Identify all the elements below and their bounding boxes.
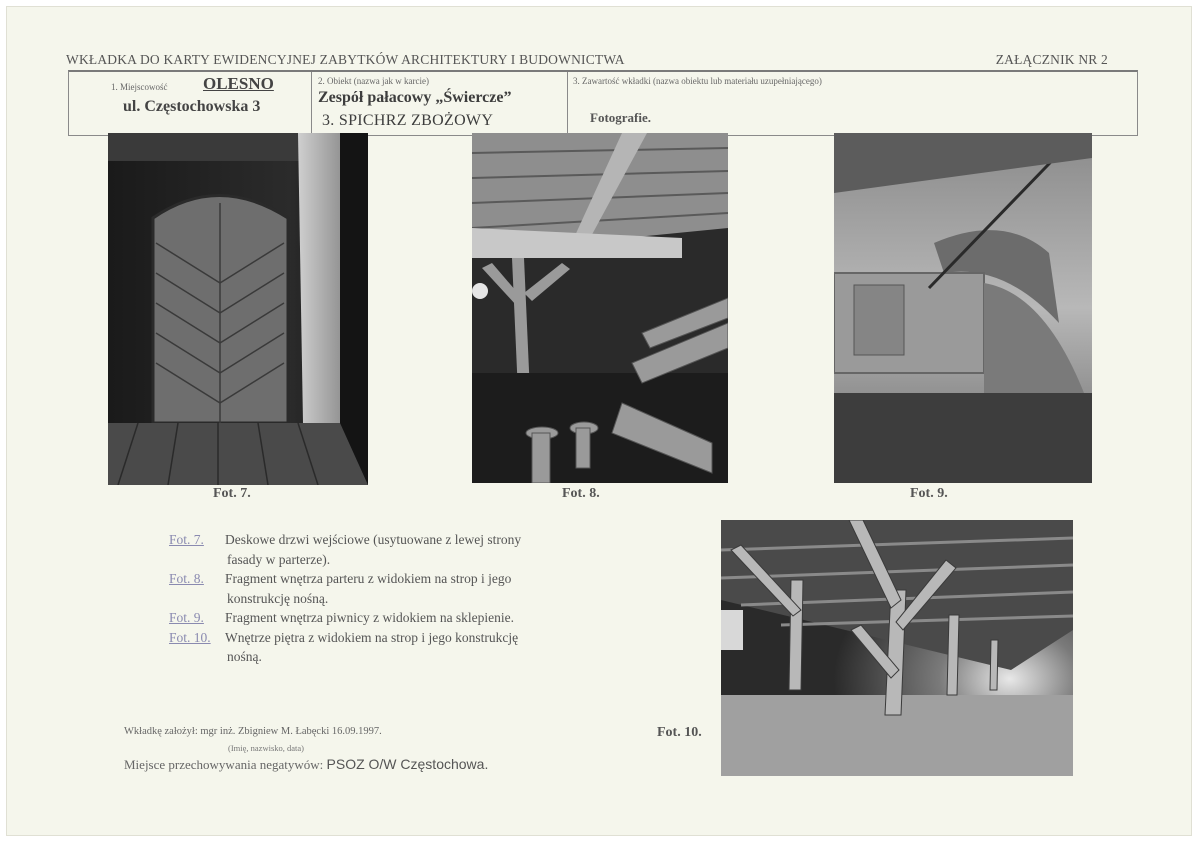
photo-caption: Fot. 9.	[910, 486, 948, 501]
photo-ground-floor	[472, 133, 728, 483]
description-text: Wnętrze piętra z widokiem na strop i jego konstrukcję	[225, 629, 519, 645]
description-item	[169, 628, 609, 648]
author-note: (Imię, nazwisko, data)	[228, 743, 304, 753]
description-text: Fragment wnętrza parteru z widokiem na strop i jego	[225, 571, 512, 586]
document-title: WKŁADKA DO KARTY EWIDENCYJNEJ ZABYTKÓW ARCHITEKTURY I BUDOWNICTWA	[66, 52, 625, 67]
content-cell	[568, 72, 1137, 135]
town-name: OLESNO	[203, 74, 274, 93]
object-subname: 3. SPICHRZ ZBOŻOWY	[322, 112, 494, 129]
object-label: 2. Obiekt (nazwa jak w karcie)	[318, 76, 429, 86]
description-label: Fot. 10.	[169, 629, 211, 645]
street-address: ul. Częstochowska 3	[123, 98, 261, 115]
description-text: Fragment wnętrza piwnicy z widokiem na sklepienie.	[225, 610, 515, 625]
storage-label: Miejsce przechowywania negatywów:	[124, 757, 324, 772]
description-continuation: nośną.	[227, 649, 262, 664]
annex-number: ZAŁĄCZNIK NR 2	[995, 52, 1108, 67]
document-sheet	[6, 6, 1192, 836]
photo-caption: Fot. 10.	[657, 725, 702, 740]
photo-door	[108, 133, 368, 485]
storage-line	[124, 756, 488, 773]
object-name: Zespół pałacowy „Świercze”	[318, 89, 512, 106]
description-item	[169, 608, 609, 628]
description-label: Fot. 8.	[169, 571, 204, 586]
description-item	[169, 569, 609, 589]
content-value: Fotografie.	[590, 110, 652, 125]
object-cell	[312, 72, 568, 135]
content-label: 3. Zawartość wkładki (nazwa obiektu lub materiału uzupełniającego)	[573, 76, 822, 86]
location-cell	[69, 72, 312, 135]
description-text: Deskowe drzwi wejściowe (usytuowane z lewej strony	[225, 532, 522, 547]
photo-cellar	[834, 133, 1092, 483]
description-label: Fot. 9.	[169, 610, 204, 625]
location-label: 1. Miejscowość	[111, 82, 168, 92]
photo-caption: Fot. 7.	[213, 486, 251, 501]
description-continuation: konstrukcję nośną.	[227, 590, 329, 606]
photo-caption: Fot. 8.	[562, 486, 600, 501]
photo-descriptions	[169, 530, 609, 667]
description-continuation: fasady w parterze).	[227, 551, 331, 567]
author-line: Wkładkę założył: mgr inż. Zbigniew M. Łabęcki 16.09.1997.	[124, 726, 382, 737]
description-label: Fot. 7.	[169, 532, 204, 547]
form-table	[68, 70, 1138, 136]
storage-value: PSOZ O/W Częstochowa.	[326, 756, 489, 772]
description-item	[169, 530, 609, 550]
photo-upper-floor	[721, 520, 1073, 776]
